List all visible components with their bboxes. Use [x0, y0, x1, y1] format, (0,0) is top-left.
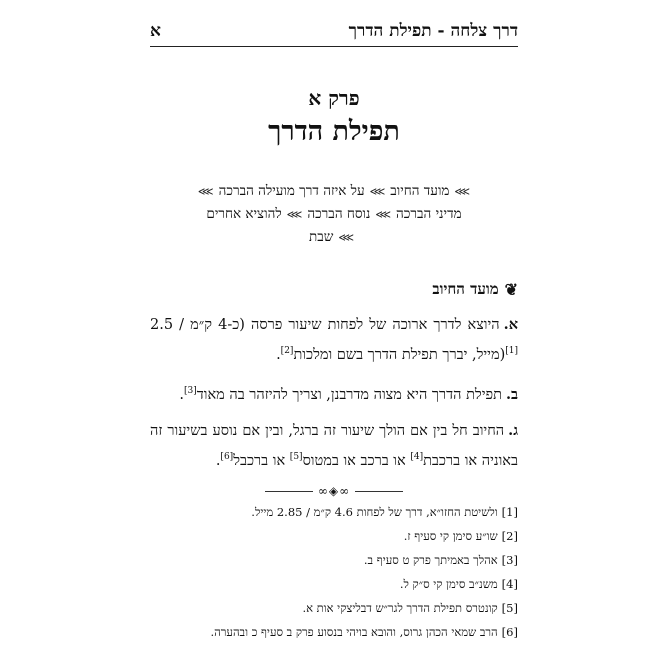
paragraph-text: . [215, 452, 221, 469]
footnote-text: משנ״ב סימן קי ס״ק ל. [399, 577, 498, 591]
footnote-text: שו״ע סימן קי סעיף ז. [403, 529, 498, 543]
footnote-number: [6] [501, 625, 518, 639]
paragraph-text: . [179, 386, 184, 403]
ornament-icon: ⋙ [369, 185, 386, 198]
topic-item: מדיני הברכה [396, 206, 462, 222]
footnote-text: אהלך באמיתך פרק ט סעיף ב. [363, 553, 498, 567]
running-head-title: דרך צלחה - תפילת הדרך [348, 21, 518, 41]
paragraph-a [150, 312, 518, 368]
paragraph-text: , יברך תפילת הדרך בשם ומלכות [293, 346, 477, 363]
paragraph-letter: ג. [508, 421, 518, 439]
paragraph-letter: א. [503, 316, 519, 333]
topic-item: מועד החיוב [390, 183, 450, 199]
topics-line [150, 226, 518, 249]
footnote-text: ולשיטת החזו״א, דרך של לפחות 4.6 ק״מ / 2.85 מייל. [251, 505, 498, 519]
ornament-icon: ⋙ [454, 185, 471, 198]
topic-item: על איזה דרך מועילה הברכה [218, 183, 365, 199]
footnote [150, 620, 518, 644]
footnote [150, 500, 518, 524]
ornament-icon: ⋙ [197, 185, 214, 198]
section-title: מועד החיוב [432, 280, 499, 298]
footnote-number: [3] [501, 553, 518, 567]
topic-item: שבת [309, 229, 334, 245]
paragraph-text: החיוב חל בין אם הולך שיעור זה ברגל, ובין אם נוסע בשיעור זה באוניה או ברכבת [150, 422, 518, 469]
footnote-number: [2] [501, 529, 518, 543]
paragraph-b [150, 378, 518, 408]
footnote-number: [1] [501, 505, 518, 519]
paragraph-c [150, 418, 518, 474]
paragraph-text: או ברכב או במטוס [302, 452, 411, 469]
footnote [150, 548, 518, 572]
footnote-ref[interactable]: [6] [220, 451, 234, 462]
chapter-topics [150, 180, 518, 249]
divider-line [265, 491, 313, 492]
divider-line [355, 491, 403, 492]
footnote-text: קונטרס תפילת הדרך לגר״ש דבליצקי אות א. [302, 601, 498, 615]
paragraph-text: . [276, 346, 281, 363]
paragraph-letter: ב. [505, 385, 518, 403]
fleuron-icon: ❦ [504, 280, 518, 299]
ornament-icon: ⋙ [375, 208, 392, 221]
body-text [150, 312, 518, 483]
topics-line [150, 180, 518, 203]
topic-item: להוציא אחרים [206, 206, 282, 222]
footnote [150, 524, 518, 548]
footnote [150, 596, 518, 620]
chapter-title: תפילת הדרך [268, 116, 400, 147]
section-heading [150, 280, 518, 299]
footnote-text: הרב שמאי הכהן גרוס, והובא בויהי בנסוע פרק ב סעיף כ ובהערה. [210, 625, 498, 639]
topic-item: נוסח הברכה [307, 206, 371, 222]
ornament-icon: ⋙ [338, 231, 354, 244]
paragraph-text: היוצא לדרך ארוכה של לפחות שיעור פרסה (כ-4 ק״מ / [179, 317, 500, 333]
footnote-ref[interactable]: [2] [280, 346, 294, 356]
running-head [150, 18, 518, 47]
paragraph-text: 2.5 מייל) [150, 317, 506, 363]
footnote-ref[interactable]: [5] [289, 451, 303, 462]
ornament-icon: ⋙ [286, 208, 303, 221]
chapter-label: פרק א [308, 86, 360, 110]
footnote [150, 572, 518, 596]
paragraph-text: תפילת הדרך היא מצוה מדרבנן, וצריך להיזהר בה מאוד [196, 386, 502, 403]
footnote-divider [150, 484, 518, 498]
paragraph-text: או ברכבל [233, 452, 290, 469]
footnote-ref[interactable]: [3] [184, 385, 197, 396]
footnote-number: [4] [501, 577, 518, 591]
footnotes [150, 500, 518, 644]
footnote-ref[interactable]: [4] [410, 451, 424, 462]
divider-ornament-icon: ∞◈∞ [317, 484, 351, 498]
topics-line [150, 203, 518, 226]
footnote-ref[interactable]: [1] [505, 346, 518, 356]
footnote-number: [5] [501, 601, 518, 615]
page-number: א [150, 21, 161, 41]
